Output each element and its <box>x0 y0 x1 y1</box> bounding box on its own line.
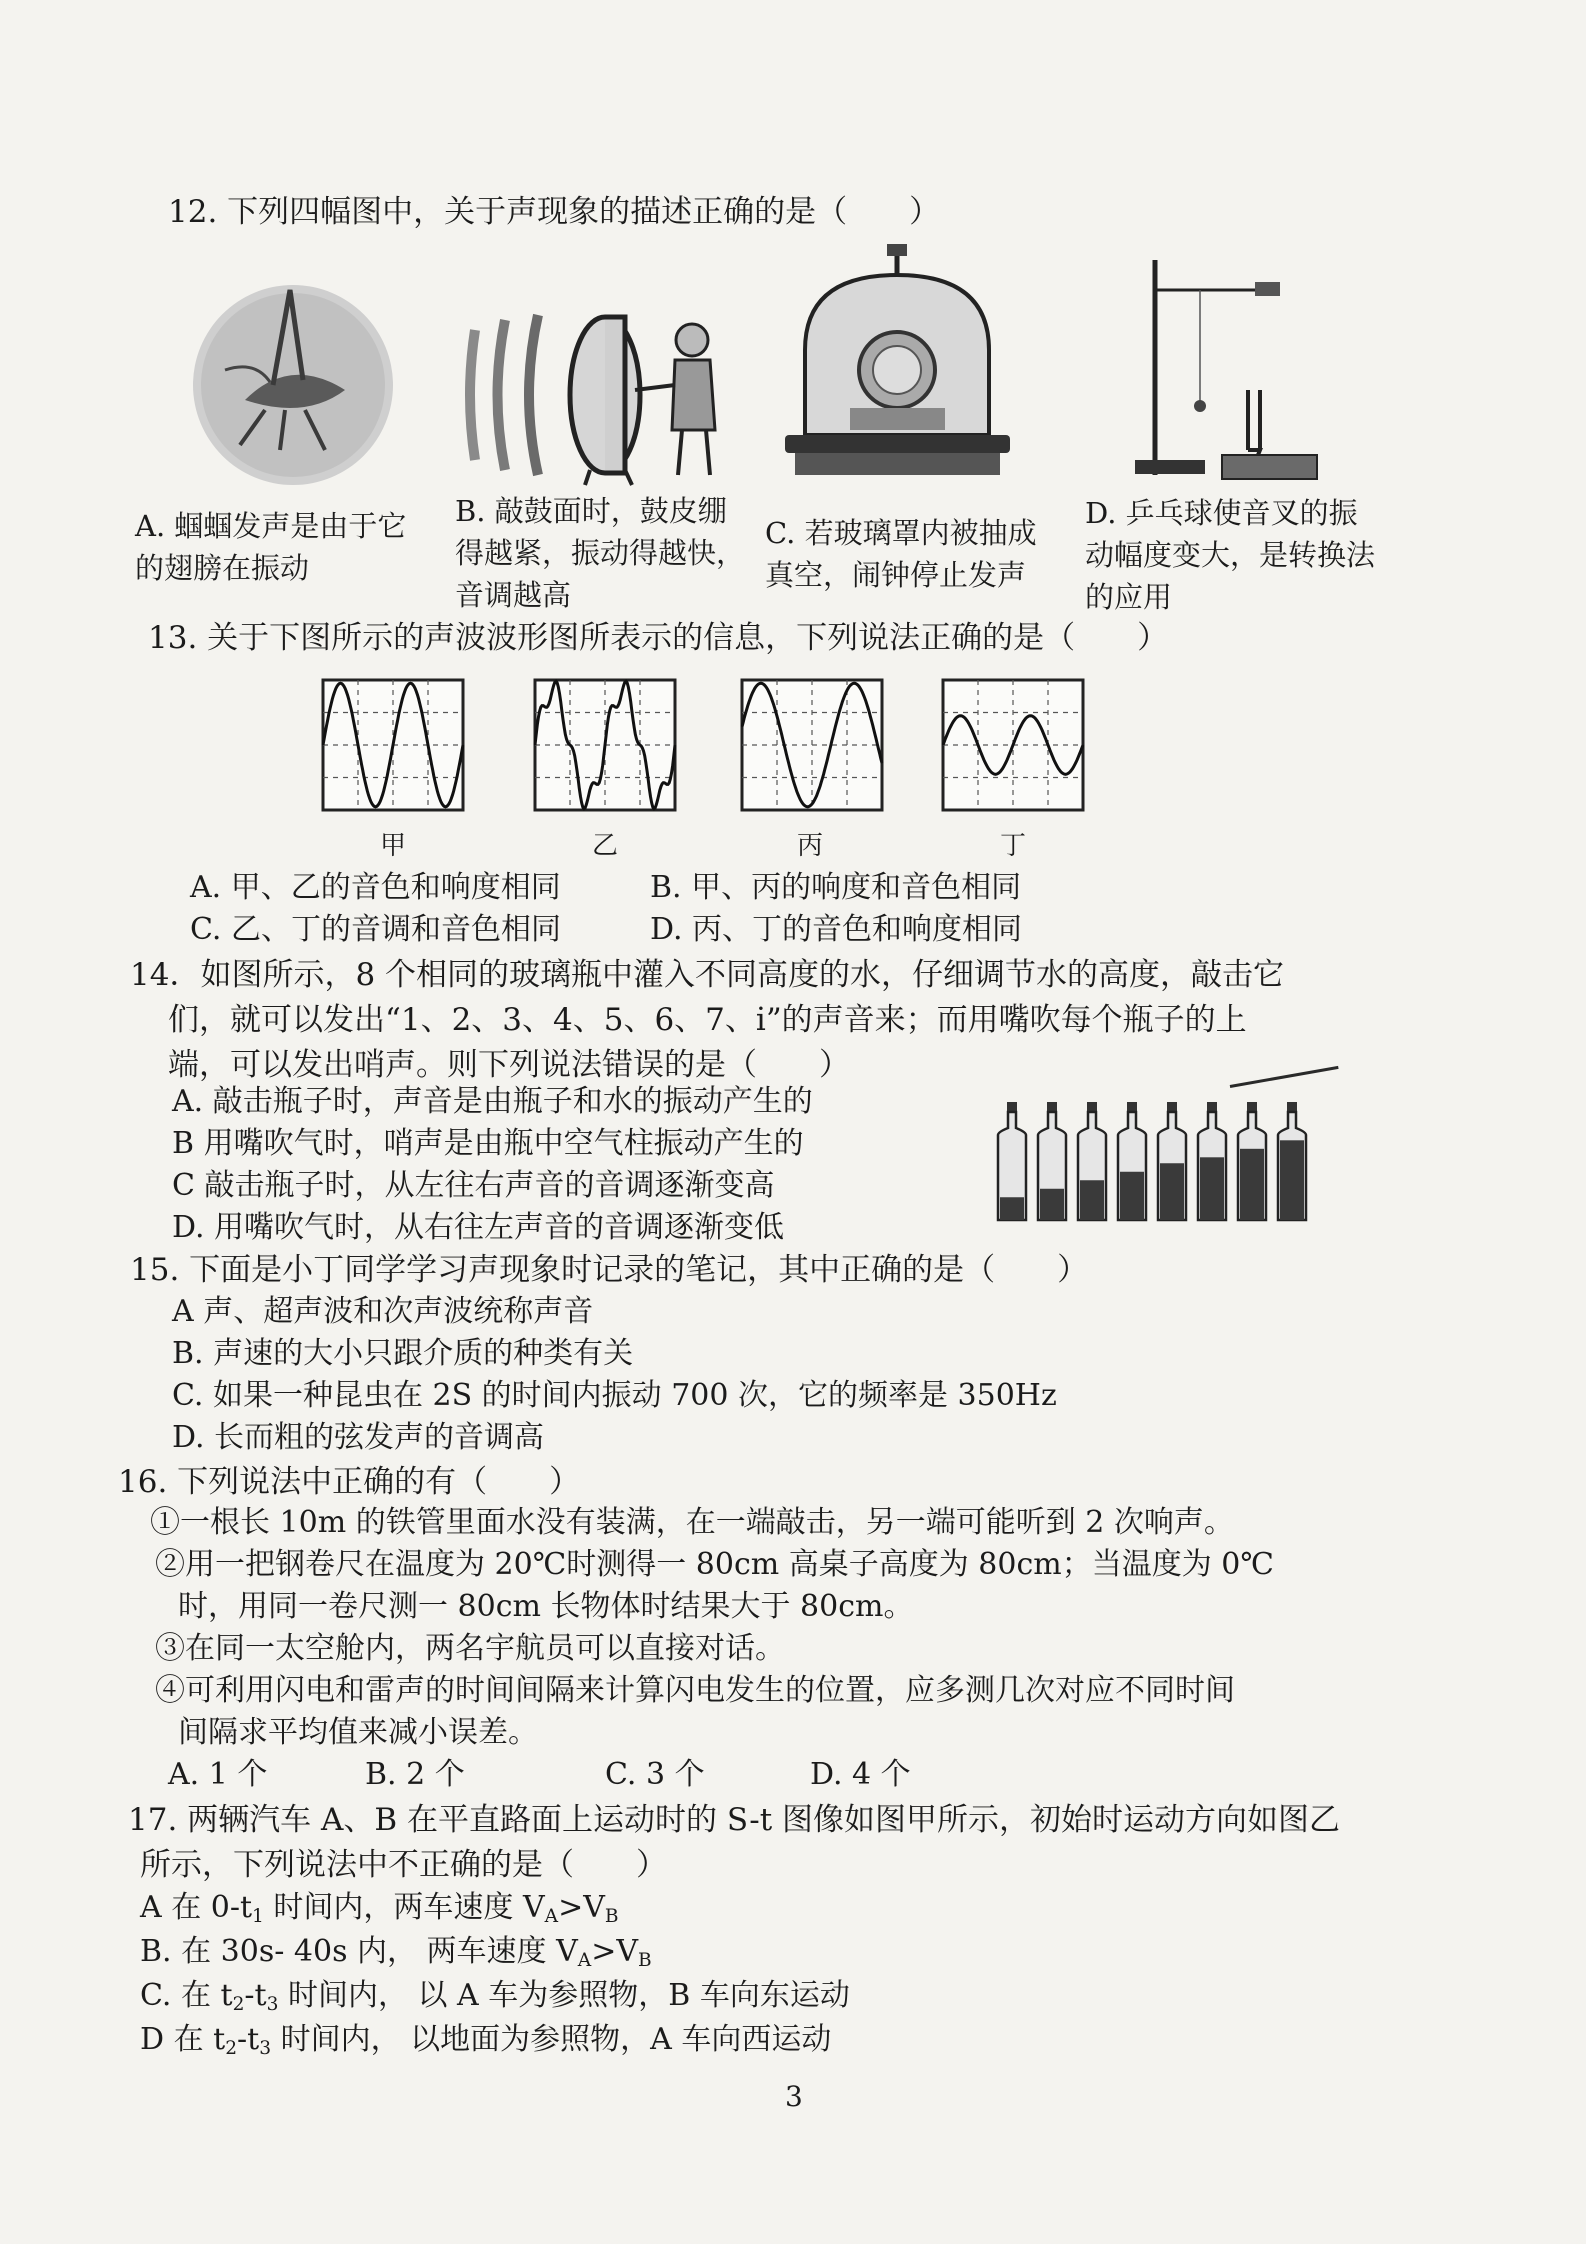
q13-option-a: A. 甲、乙的音色和响度相同 <box>190 870 561 905</box>
q16-choice-d: D. 4 个 <box>810 1757 911 1792</box>
q12-caption-d: D. 乒乓球使音叉的振动幅度变大，是转换法的应用 <box>1085 496 1376 614</box>
wave-label-ding: 丁 <box>1000 831 1027 861</box>
waveform-bing <box>737 675 887 815</box>
q12-caption-b: B. 敲鼓面时，鼓皮绷得越紧，振动得越快，音调越高 <box>455 494 746 612</box>
q13-stem: 13. 关于下图所示的声波波形图所表示的信息，下列说法正确的是（ ） <box>148 620 1169 656</box>
q17-option-d: D 在 $t_2-t_3$ 时间内， 以地面为参照物，A 车向西运动 <box>140 2022 832 2060</box>
q17-stem-line-2: 所示，下列说法中不正确的是（ ） <box>140 1847 667 1883</box>
q17-stem-line-1: 17. 两辆汽车 A、B 在平直路面上运动时的 S-t 图像如图甲所示，初始时运动方向如图乙 <box>128 1802 1341 1838</box>
q14-option-b: B 用嘴吹气时，哨声是由瓶中空气柱振动产生的 <box>172 1126 804 1161</box>
wave-label-yi: 乙 <box>592 831 619 861</box>
q14-option-c: C 敲击瓶子时，从左往右声音的音调逐渐变高 <box>172 1168 775 1203</box>
q13-option-c: C. 乙、丁的音调和音色相同 <box>190 912 561 947</box>
bottle <box>998 1102 1026 1220</box>
q17-option-b: B. 在 30s- 40s 内， 两车速度 $V_A>V_B$ <box>140 1934 652 1972</box>
bell-jar-figure <box>775 240 1025 490</box>
waveform-ding <box>938 675 1088 815</box>
q14-option-a: A. 敲击瓶子时，声音是由瓶子和水的振动产生的 <box>172 1084 813 1119</box>
q14-option-d: D. 用嘴吹气时，从右往左声音的音调逐渐变低 <box>172 1210 785 1245</box>
q16-item-3: ③在同一太空舱内，两名宇航员可以直接对话。 <box>155 1631 785 1666</box>
q16-item-2-cont: 时，用同一卷尺测一 80cm 长物体时结果大于 80cm。 <box>178 1589 914 1624</box>
q15-stem: 15. 下面是小丁同学学习声现象时记录的笔记，其中正确的是（ ） <box>130 1252 1089 1288</box>
q12-caption-c: C. 若玻璃罩内被抽成真空，闹钟停止发声 <box>765 516 1037 592</box>
bottle <box>1198 1102 1226 1220</box>
q15-option-b: B. 声速的大小只跟介质的种类有关 <box>172 1336 634 1371</box>
q16-item-4-cont: 间隔求平均值来减小误差。 <box>178 1715 538 1750</box>
tuning-fork-figure <box>1130 230 1330 490</box>
wave-label-bing: 丙 <box>797 831 824 861</box>
bottle <box>1238 1102 1266 1220</box>
glass-bottles-figure <box>990 1100 1320 1230</box>
q12-caption-a: A. 蝈蝈发声是由于它的翅膀在振动 <box>135 509 407 585</box>
waveform-jia <box>318 675 468 815</box>
q15-option-d: D. 长而粗的弦发声的音调高 <box>172 1420 545 1455</box>
wave-label-jia: 甲 <box>380 831 407 861</box>
q17-option-c: C. 在 $t_2-t_3$ 时间内， 以 A 车为参照物，B 车向东运动 <box>140 1978 850 2016</box>
q15-option-a: A 声、超声波和次声波统称声音 <box>172 1294 594 1329</box>
bottle <box>1118 1102 1146 1220</box>
bottle <box>1038 1102 1066 1220</box>
drum-figure <box>460 300 730 490</box>
q16-item-1: ①一根长 10m 的铁管里面水没有装满，在一端敲击，另一端可能听到 2 次响声。 <box>150 1505 1234 1540</box>
bottle <box>1078 1102 1106 1220</box>
pen-stroke <box>1230 1066 1339 1088</box>
q16-item-4: ④可利用闪电和雷声的时间间隔来计算闪电发生的位置，应多测几次对应不同时间 <box>155 1673 1235 1708</box>
q16-choice-b: B. 2 个 <box>365 1757 465 1792</box>
waveform-yi <box>530 675 680 815</box>
page-number: 3 <box>785 2080 803 2113</box>
q13-option-b: B. 甲、丙的响度和音色相同 <box>650 870 1022 905</box>
q16-choice-c: C. 3 个 <box>605 1757 705 1792</box>
bottle <box>1158 1102 1186 1220</box>
q16-stem: 16. 下列说法中正确的有（ ） <box>118 1464 581 1500</box>
bottle <box>1278 1102 1306 1220</box>
q14-stem-line-1: 14．如图所示，8 个相同的玻璃瓶中灌入不同高度的水，仔细调节水的高度，敲击它 <box>130 957 1285 993</box>
q14-stem-line-2: 们，就可以发出“1、2、3、4、5、6、7、i̇”的声音来；而用嘴吹每个瓶子的上 <box>168 1002 1247 1038</box>
q14-stem-line-3: 端，可以发出哨声。则下列说法错误的是（ ） <box>168 1047 850 1083</box>
q13-option-d: D. 丙、丁的音色和响度相同 <box>650 912 1023 947</box>
q16-choice-a: A. 1 个 <box>168 1757 268 1792</box>
q15-option-c: C. 如果一种昆虫在 2S 的时间内振动 700 次，它的频率是 350Hz <box>172 1378 1057 1413</box>
q16-item-2: ②用一把钢卷尺在温度为 20℃时测得一 80cm 高桌子高度为 80cm；当温度为 0℃ <box>155 1547 1274 1582</box>
q17-option-a: A 在 $0-t_1$ 时间内，两车速度 $V_A>V_B$ <box>140 1890 619 1928</box>
katydid-figure <box>185 260 405 490</box>
q12-stem: 12. 下列四幅图中，关于声现象的描述正确的是（ ） <box>168 194 941 230</box>
